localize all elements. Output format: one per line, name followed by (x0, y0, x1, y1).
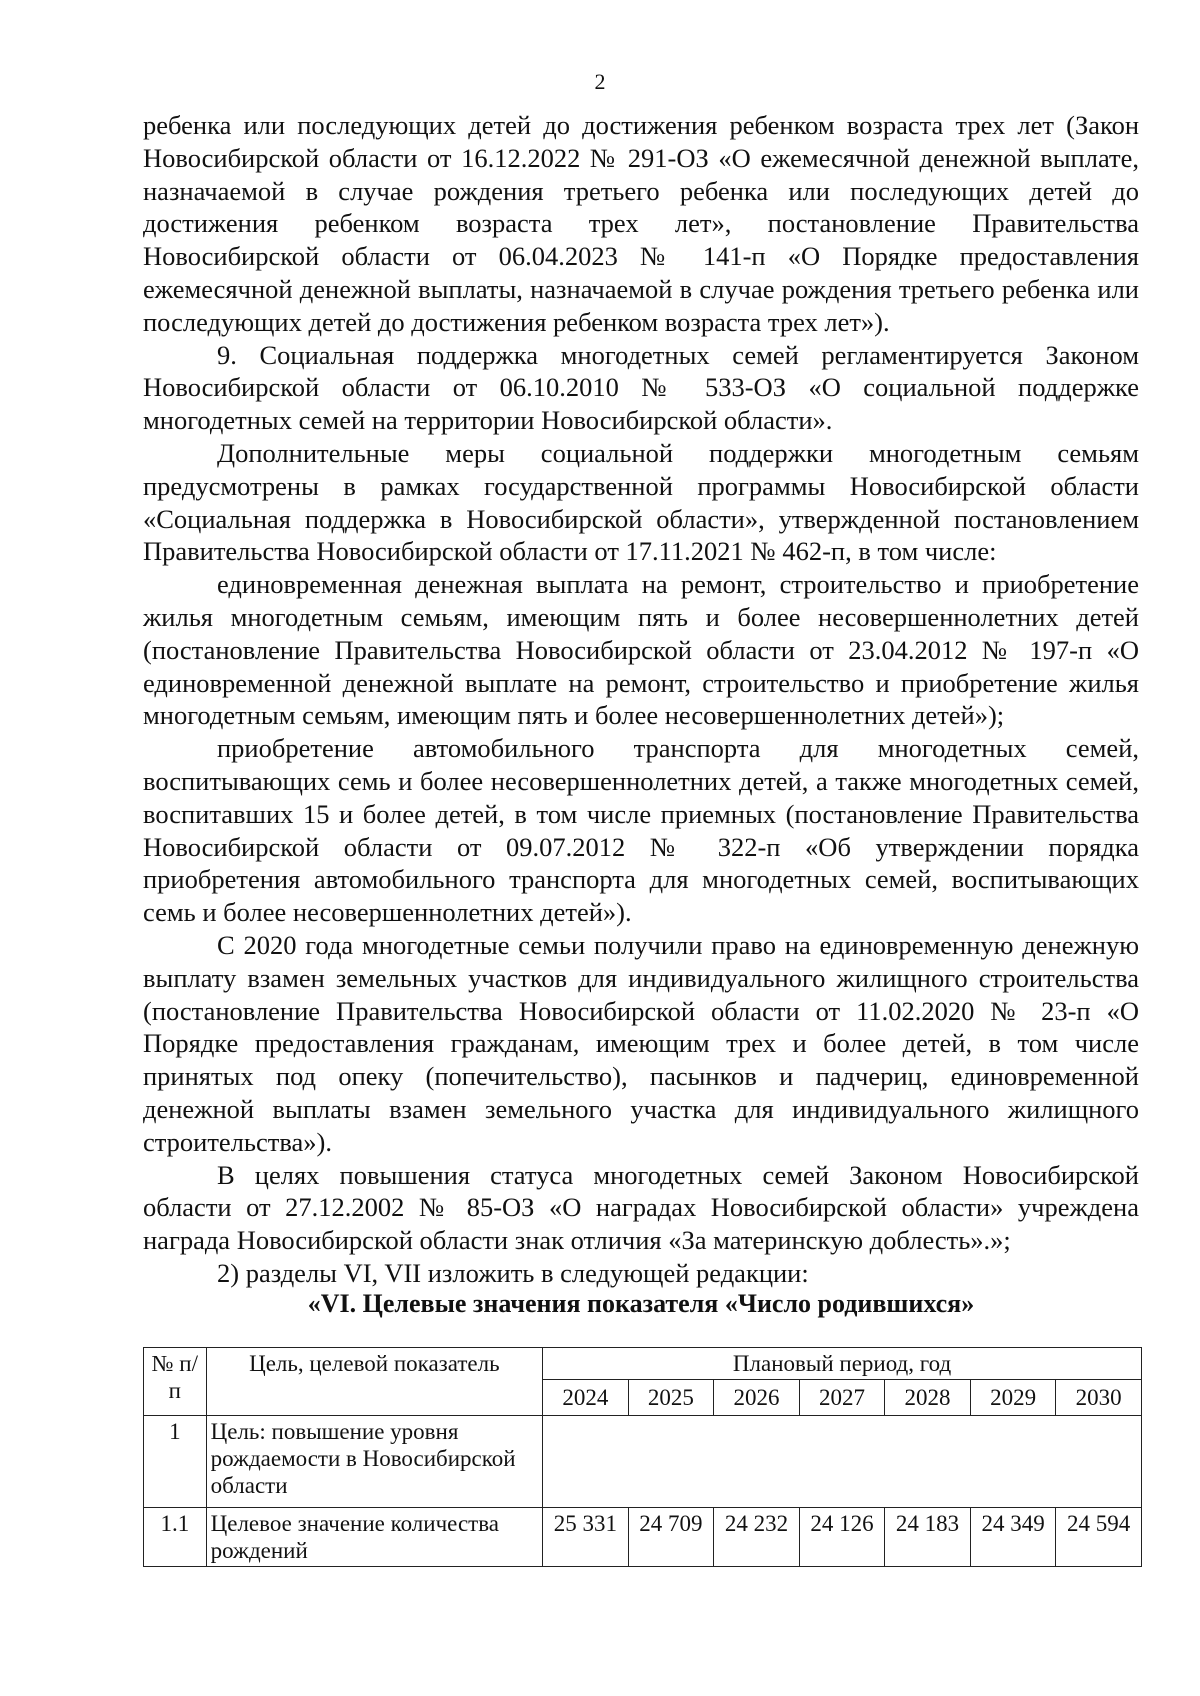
row-value: 24 126 (799, 1508, 885, 1567)
body-text (143, 109, 1139, 1290)
row-value: 24 709 (628, 1508, 714, 1567)
header-num: № п/п (144, 1348, 207, 1416)
row-value: 25 331 (543, 1508, 629, 1567)
header-year: 2025 (628, 1380, 714, 1416)
row-value: 24 183 (885, 1508, 971, 1567)
header-goal: Цель, целевой показатель (206, 1348, 542, 1416)
paragraph: приобретение автомобильного транспорта для многодетных семей, воспитывающих семь и более несовершеннолетних детей, а также многодетных семей, воспитавших 15 и более детей, в том числе приемных (постановление Правительства Новосибирской области от 09.07.2012 № 322-п «Об утверждении порядка приобретения автомобильного транспорта для многодетных семей, воспитывающих семь и более несовершеннолетних детей»). (143, 733, 1139, 928)
table-row (144, 1508, 1142, 1567)
header-year: 2026 (714, 1380, 800, 1416)
header-year: 2030 (1056, 1380, 1142, 1416)
header-year: 2027 (799, 1380, 885, 1416)
row-goal: Целевое значение количества рождений (206, 1508, 542, 1567)
page-number: 2 (594, 69, 606, 94)
header-period: Плановый период, год (543, 1348, 1142, 1380)
paragraph: 9. Социальная поддержка многодетных семей регламентируется Законом Новосибирской области от 06.10.2010 № 533-ОЗ «О социальной поддержке многодетных семей на территории Новосибирской области». (143, 339, 1139, 436)
header-year: 2029 (970, 1380, 1056, 1416)
row-value: 24 232 (714, 1508, 800, 1567)
row-goal: Цель: повышение уровня рождаемости в Новосибирской области (206, 1416, 542, 1508)
paragraph: В целях повышения статуса многодетных семей Законом Новосибирской области от 27.12.2002 № 85-ОЗ «О наградах Новосибирской области» учреждена награда Новосибирской области знак отличия «За материнскую доблесть».»; (143, 1159, 1139, 1256)
row-value: 24 349 (970, 1508, 1056, 1567)
paragraph: ребенка или последующих детей до достижения ребенком возраста трех лет (Закон Новосибирской области от 16.12.2022 № 291-ОЗ «О ежемесячной денежной выплате, назначаемой в случае рождения третьего ребенка или последующих детей до достижения ребенком возраста трех лет», постановление Правительства Новосибирской области от 06.04.2023 № 141-п «О Порядке предоставления ежемесячной денежной выплаты, назначаемой в случае рождения третьего ребенка или последующих детей до достижения ребенком возраста трех лет»). (143, 110, 1139, 337)
targets-table (143, 1347, 1142, 1567)
header-year: 2028 (885, 1380, 971, 1416)
row-value: 24 594 (1056, 1508, 1142, 1567)
row-num: 1 (144, 1416, 207, 1508)
table-header-row (144, 1348, 1142, 1380)
paragraph: Дополнительные меры социальной поддержки многодетным семьям предусмотрены в рамках государственной программы Новосибирской области «Социальная поддержка в Новосибирской области», утвержденной постановлением Правительства Новосибирской области от 17.11.2021 № 462-п, в том числе: (143, 437, 1139, 567)
row-num: 1.1 (144, 1508, 207, 1567)
section-heading: «VI. Целевые значения показателя «Число родившихся» (307, 1289, 975, 1318)
paragraph: единовременная денежная выплата на ремонт, строительство и приобретение жилья многодетным семьям, имеющим пять и более несовершеннолетних детей (постановление Правительства Новосибирской области от 23.04.2012 № 197-п «О единовременной денежной выплате на ремонт, строительство и приобретение жилья многодетным семьям, имеющим пять и более несовершеннолетних детей»); (143, 569, 1139, 731)
table-row (144, 1416, 1142, 1508)
header-year: 2024 (543, 1380, 629, 1416)
paragraph: 2) разделы VI, VII изложить в следующей редакции: (217, 1257, 809, 1288)
paragraph: С 2020 года многодетные семьи получили право на единовременную денежную выплату взамен земельных участков для индивидуального жилищного строительства (постановление Правительства Новосибирской области от 11.02.2020 № 23-п «О Порядке предоставления гражданам, имеющим трех и более детей, в том числе принятых под опеку (попечительство), пасынков и падчериц, единовременной денежной выплаты взамен земельного участка для индивидуального жилищного строительства»). (143, 929, 1139, 1157)
row-empty-values (543, 1416, 1142, 1508)
